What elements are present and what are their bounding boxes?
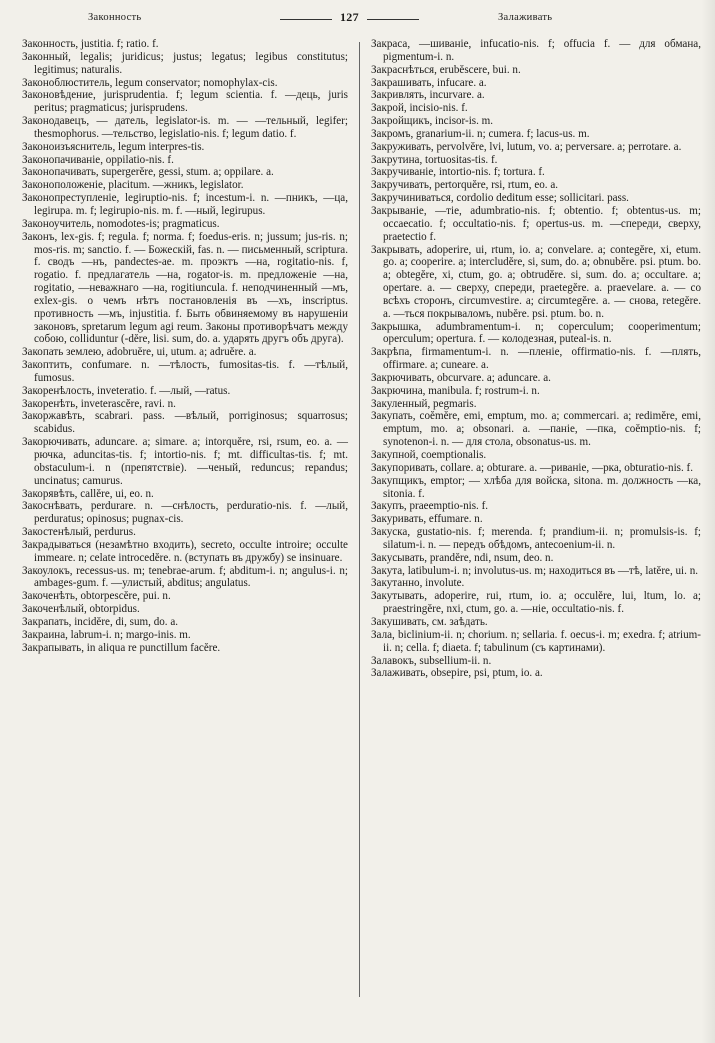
running-head-left: Законность <box>88 12 142 23</box>
dictionary-entry: Закоренѣлость, inveteratio. f. —лый, —ratus. <box>22 384 231 397</box>
dictionary-entry: Закупать, coĕmĕre, emi, emptum, mo. a; commercari. a; redimĕre, emi, emptum, mo. a; obsonari. a. —паніе, —пка, coĕmptio-nis. f; synotenon-i. n. — для стола, obsonatus-us. m. <box>371 410 701 449</box>
dictionary-entry: Закоржавѣть, scabrari. pass. —вѣлый, porriginosus; squarrosus; scabidus. <box>22 410 348 436</box>
dictionary-entry: Законопачиваніе, oppilatio-nis. f. <box>22 153 174 166</box>
dictionary-entry: Закупъ, praeemptio-nis. f. <box>371 500 489 513</box>
dictionary-entry: Закручиниваться, cordolio deditum esse; sollicitari. pass. <box>371 192 629 205</box>
dictionary-entry: Залавокъ, subsellium-ii. n. <box>371 654 492 667</box>
dictionary-entry: Закручивать, pertorquĕre, rsi, rtum, eo. a. <box>371 179 559 192</box>
dictionary-entry: Закутывать, adoperire, rui, rtum, io. a; occulĕre, lui, ltum, lo. a; praestringĕre, nxi, ctum, go. a. —ніе, occultatio-nis. f. <box>371 590 701 616</box>
dictionary-entry: Закуленный, pegmaris. <box>371 397 477 410</box>
dictionary-entry: Закупной, coemptionalis. <box>371 449 487 461</box>
dictionary-entry: Зала, biclinium-ii. n; chorium. n; sellaria. f. oecus-i. m; exedra. f; atrium-ii. n; cella. f; diaeta. f; tabulinum (съ картинами). <box>371 628 701 654</box>
dictionary-entry: Закраснѣться, erubĕscere, bui. n. <box>371 63 521 76</box>
dictionary-entry: Закрышка, adumbramentum-i. n; coperculum; cooperimentum; operculum; opertura. f. — колодезная, puteal-is. n. <box>371 320 701 346</box>
dictionary-entry: Закостенѣлый, perdurus. <box>22 526 136 539</box>
dictionary-entry: Законоблюститель, legum conservator; nomophylax-cis. <box>22 76 278 89</box>
dictionary-entry: Закрючивать, obcurvare. a; aduncare. a. <box>371 371 551 384</box>
dictionary-entry: Закрючина, manibula. f; rostrum-i. n. <box>371 384 540 397</box>
dictionary-entry: Закоченѣлый, obtorpidus. <box>22 603 140 616</box>
dictionary-entry: Законодавецъ, — датель, legislator-is. m. — —тельный, legifer; thesmophorus. —тельство, legislatio-nis. f; legum datio. f. <box>22 115 348 140</box>
dictionary-entry: Законоучитель, nomodotes-is; pragmaticus. <box>22 217 220 230</box>
dictionary-entry: Закрутина, tortuositas-tis. f. <box>371 153 498 166</box>
dictionary-entry: Закорючивать, aduncare. a; simare. a; intorquĕre, rsi, rsum, eo. a. —рючка, aduncitas-tis. f; intortio-nis. f; mt. difficultas-tis. f; mt. obstaculum-i. n (препятствіе). —ченый, reduncus; repandus; uncinatus; camurus. <box>22 436 348 487</box>
dictionary-entry: Закрывать, adoperire, ui, rtum, io. a; convelare. a; contegĕre, xi, etum. go. a; cooperire. a; intercludĕre, si, sum, do. a; obnubĕre. psi. ptum. bo. a; obtegĕre, xi, ctum, go. a; obtrudĕre. si, sum. do. a; occultare. a; opertare. a. — сверху, спереди, praetegĕre. a. praevelare. a. — со всѣхъ сторонъ, circumvestire. a; circumtegĕre. a. — снова, retegĕre. a. —ться покрываломъ, nubĕre. psi. ptum. bo. n. <box>371 243 701 320</box>
dictionary-entry: Закуска, gustatio-nis. f; merenda. f; prandium-ii. n; promulsis-is. f; silatum-i. n. — передъ обѣдомъ, antecoenium-ii. n. <box>371 526 701 551</box>
dictionary-entry: Законоположеніе, placitum. —жникъ, legislator. <box>22 179 244 192</box>
dictionary-entry: Закоренѣть, inveterascĕre, ravi. n. <box>22 397 176 410</box>
dictionary-entry: Закривлять, incurvare. a. <box>371 89 485 102</box>
dictionary-entry: Закоснѣвать, perdurare. n. —снѣлость, perduratio-nis. f. —лый, perduratus; opinosus; pugnax-cis. <box>22 500 348 526</box>
dictionary-entry: Законопреступленіе, legiruptio-nis. f; incestum-i. n. —пникъ, —ца, legirupa. m. f; legirupio-nis. m. f. —ный, legirupus. <box>22 192 348 217</box>
dictionary-entry: Закушивать, см. заѣдать. <box>371 615 488 628</box>
dictionary-entry: Закручиваніе, intortio-nis. f; tortura. f. <box>371 166 545 179</box>
column-divider <box>359 42 360 997</box>
dictionary-entry: Законопачивать, supergerĕre, gessi, stum. a; oppilare. a. <box>22 166 274 179</box>
header-rule-left <box>280 19 332 20</box>
dictionary-entry: Закраина, labrum-i. n; margo-inis. m. <box>22 628 191 641</box>
dictionary-entry: Законовѣдение, jurisprudentia. f; legum scientia. f. —дець, juris peritus; pragmaticus; jurisprudens. <box>22 89 348 115</box>
dictionary-entry: Закрываніе, —тіе, adumbratio-nis. f; obtentio. f; obtentus-us. m; occaecatio. f; occultatio-nis. f; opertus-us. m. —спереди, сверху, praetectio f. <box>371 204 701 243</box>
dictionary-entry: Закутанно, involute. <box>371 577 465 590</box>
header-rule-right <box>367 19 419 20</box>
running-head-right: Залаживать <box>498 12 553 23</box>
right-column <box>371 38 701 680</box>
dictionary-entry: Законный, legalis; juridicus; justus; legatus; legibus constitutus; legitimus; naturalis. <box>22 50 348 76</box>
dictionary-entry: Закраса, —шиваніе, infucatio-nis. f; offucia f. — для обмана, pigmentum-i. n. <box>371 38 701 63</box>
dictionary-entry: Закорявѣть, callĕre, ui, eo. n. <box>22 487 154 500</box>
left-column <box>22 38 348 655</box>
dictionary-entry: Закупщикъ, emptor; — хлѣба для войска, sitona. m. должность —ка, sitonia. f. <box>371 474 701 500</box>
dictionary-entry: Залаживать, obsepire, psi, ptum, io. a. <box>371 667 543 680</box>
dictionary-entry: Закоптить, confumare. n. —тѣлость, fumositas-tis. f. —тѣлый, fumosus. <box>22 359 348 384</box>
dictionary-entry: Закоулокъ, recessus-us. m; tenebrae-arum. f; abditum-i. n; angulus-i. n; ambages-gum. f. —улистый, abditus; angulatus. <box>22 564 348 590</box>
dictionary-entry: Законоизъяснитель, legum interpres-tis. <box>22 140 205 153</box>
page-edge-shadow <box>701 0 715 1043</box>
dictionary-entry: Закрашивать, infucare. a. <box>371 76 487 89</box>
page-number: 127 <box>340 10 359 24</box>
dictionary-entry: Закупоривать, collare. a; obturare. a. —риваніе, —рка, obturatio-nis. f. <box>371 461 694 474</box>
dictionary-entry: Закопать землею, adobruĕre, ui, utum. a; adruĕre. a. <box>22 346 257 359</box>
dictionary-entry: Закуривать, effumare. n. <box>371 513 483 526</box>
dictionary-entry: Законъ, lex-gis. f; regula. f; norma. f; foedus-eris. n; jussum; jus-ris. n; mos-ris. m; sanctio. f. — Божескій, fas. n. — письменный, scriptura. f. сводъ —нъ, pandectes-ae. m. проэктъ —на, rogitatio-nis. f, rogatio. f. предлагатель —на, rogator-is. m. предложеніе —на, rogitatio, —неважнаго —на, rogitiuncula. f. неподчиненный —мъ, exlex-gis. о чемъ нѣтъ постановленія въ —хъ, inscriptus. противность —мъ, injustitia. f. Быть обвиняемому въ нарушеніи законовъ, spretarum legum agi reum. Законы противорѣчатъ между собою, colliduntur (-dĕre, lisi. sum, do. a. ударять другъ объ друга). <box>22 230 348 346</box>
dictionary-entry: Закута, latibulum-i. n; involutus-us. m; находиться въ —тѣ, latĕre, ui. n. <box>371 564 699 577</box>
dictionary-entry: Закрѣпа, firmamentum-i. n. —пленіе, offirmatio-nis. f. —плять, offirmare. a; cuneare. a. <box>371 346 701 372</box>
dictionary-entry: Закрапать, incidĕre, di, sum, do. a. <box>22 615 179 628</box>
dictionary-entry: Закрой, incisio-nis. f. <box>371 102 468 115</box>
dictionary-entry: Закусывать, prandĕre, ndi, nsum, deo. n. <box>371 551 554 564</box>
dictionary-entry: Закройщикъ, incisor-is. m. <box>371 115 494 128</box>
dictionary-entry: Закрадываться (незамѣтно входить), secreto, occulte introire; occulte immeare. n; celate introcedĕre. n. (вступать въ дружбу) se insinuare. <box>22 538 348 564</box>
dictionary-entry: Законность, justitia. f; ratio. f. <box>22 38 159 50</box>
dictionary-entry: Закрапывать, in aliqua re punctillum facĕre. <box>22 641 221 654</box>
dictionary-entry: Закруживать, pervolvĕre, lvi, lutum, vo. a; perversare. a; perrotare. a. <box>371 140 682 153</box>
dictionary-entry: Закромъ, granarium-ii. n; cumera. f; lacus-us. m. <box>371 127 590 140</box>
dictionary-entry: Закоченѣть, obtorpescĕre, pui. n. <box>22 590 171 603</box>
